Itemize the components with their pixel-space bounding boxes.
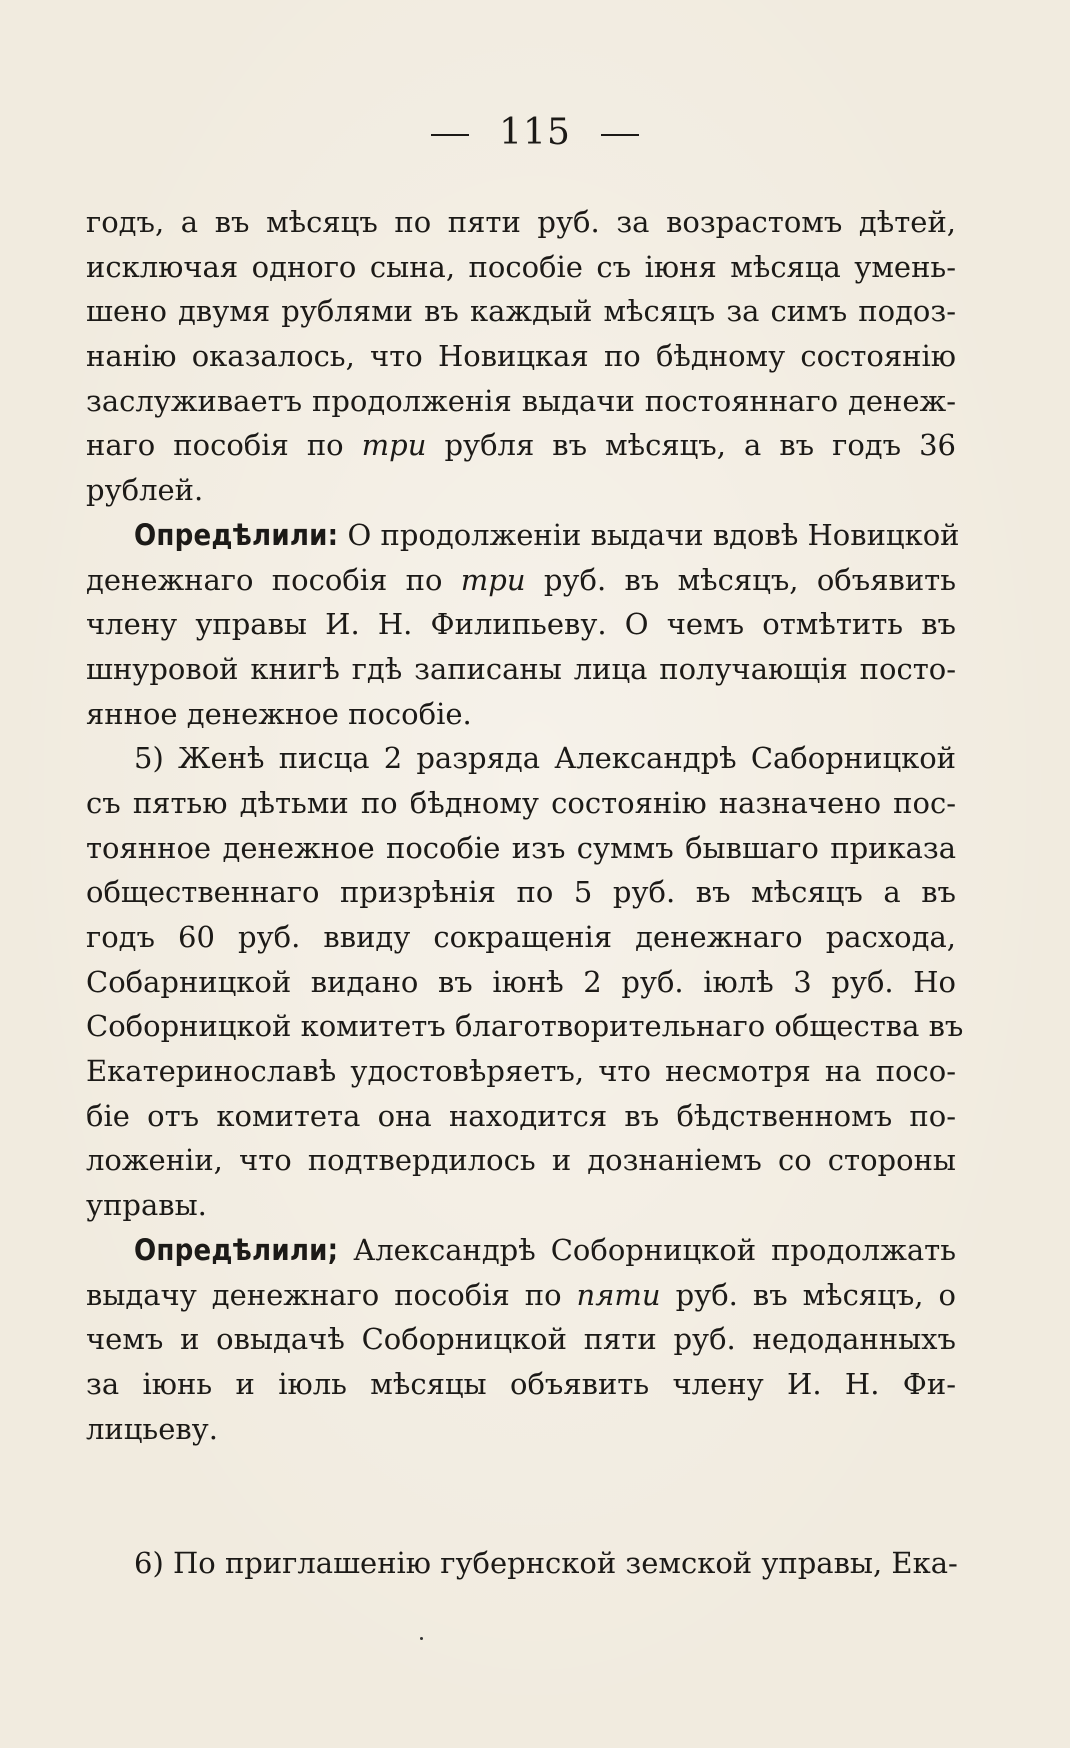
paragraph-gap <box>86 1451 956 1541</box>
text-run: рубля въ мѣсяцъ, а въ годъ 36 <box>426 428 957 463</box>
text-line <box>86 1273 956 1318</box>
text-run: Александрѣ Соборницкой продолжать <box>338 1232 956 1267</box>
dash-left <box>431 134 469 136</box>
resolution-label: Опредѣлили: <box>134 517 339 552</box>
text-line <box>86 423 956 468</box>
emphasis-word: три <box>460 562 526 597</box>
text-line: янное денежное пособіе. <box>86 696 472 731</box>
text-line: съ пятью дѣтьми по бѣдному состоянію назначено пос- <box>86 785 956 820</box>
emphasis-word: три <box>361 428 427 463</box>
resolution-label: Опредѣлили; <box>134 1232 339 1267</box>
text-line: Собарницкой видано въ іюнѣ 2 руб. іюлѣ 3 руб. Но <box>86 964 956 999</box>
text-line: члену управы И. Н. Филипьеву. О чемъ отмѣтить въ <box>86 607 956 642</box>
text-line <box>86 558 956 603</box>
text-line: годъ, а въ мѣсяцъ по пяти руб. за возрастомъ дѣтей, <box>86 205 956 239</box>
page-number <box>0 112 1070 153</box>
text-line: ложеніи, что подтвердилось и дознаніемъ со стороны <box>86 1143 956 1178</box>
text-line: шено двумя рублями въ каждый мѣсяцъ за симъ подоз- <box>86 294 956 329</box>
text-run: денежнаго пособія по <box>86 562 461 597</box>
text-run: О продолженіи выдачи вдовѣ Новицкой <box>338 517 960 552</box>
body-text <box>86 200 964 1586</box>
text-run: руб. въ мѣсяцъ, объявить <box>525 562 957 597</box>
dash-right <box>601 134 639 136</box>
text-line: за іюнь и іюль мѣсяцы объявить члену И. Н. Фи- <box>86 1366 956 1401</box>
text-line <box>86 513 960 558</box>
page-number-value: 115 <box>499 112 571 153</box>
text-line: Соборницкой комитетъ благотворительнаго общества въ <box>86 1009 964 1044</box>
text-line: исключая одного сына, пособіе съ іюня мѣсяца умень- <box>86 249 956 284</box>
text-line <box>86 1228 956 1273</box>
text-line: Екатеринославѣ удостовѣряетъ, что несмотря на посо- <box>86 1054 956 1089</box>
text-line: тоянное денежное пособіе изъ суммъ бывшаго приказа <box>86 830 956 865</box>
text-line: 6) По приглашенію губернской земской управы, Ека- <box>134 1546 958 1581</box>
text-line: управы. <box>86 1188 207 1223</box>
text-line: 5) Женѣ писца 2 разряда Александрѣ Саборницкой <box>134 741 956 776</box>
text-run: выдачу денежнаго пособія по <box>86 1277 577 1312</box>
text-line: нанію оказалось, что Новицкая по бѣдному состоянію <box>86 339 956 374</box>
text-line: лицьеву. <box>86 1411 218 1446</box>
text-run: наго пособія по <box>86 428 362 463</box>
emphasis-word: пяти <box>576 1277 661 1312</box>
text-line: годъ 60 руб. ввиду сокращенія денежнаго расхода, <box>86 920 956 954</box>
text-run: руб. въ мѣсяцъ, о <box>660 1277 956 1312</box>
text-line: заслуживаетъ продолженія выдачи постояннаго денеж- <box>86 383 956 418</box>
text-line: рублей. <box>86 473 204 508</box>
print-speck <box>420 1637 423 1640</box>
text-line: шнуровой книгѣ гдѣ записаны лица получающія посто- <box>86 651 956 686</box>
text-line: общественнаго призрѣнія по 5 руб. въ мѣсяцъ а въ <box>86 875 956 910</box>
text-line: біе отъ комитета она находится въ бѣдственномъ по- <box>86 1098 956 1133</box>
text-line: чемъ и овыдачѣ Соборницкой пяти руб. недоданныхъ <box>86 1322 956 1357</box>
